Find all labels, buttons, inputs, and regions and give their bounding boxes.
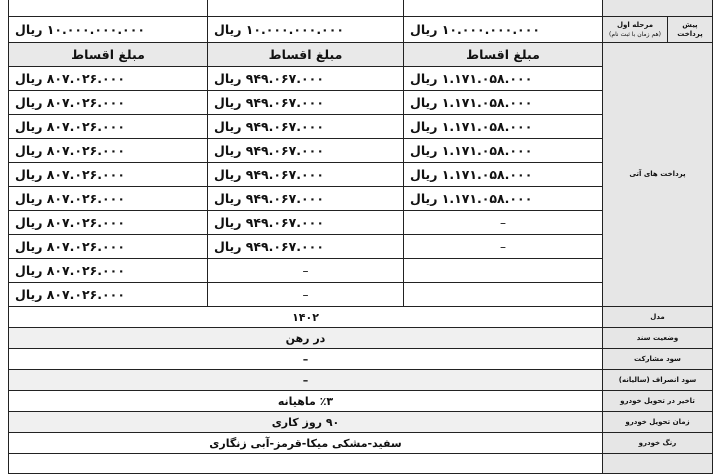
detail-value: ٪۳ ماهیانه	[9, 391, 603, 412]
detail-label: زمان تحویل خودرو	[603, 412, 713, 433]
detail-row-color	[9, 433, 713, 454]
installment-cell: ۹۴۹.۰۶۷.۰۰۰ ریال	[208, 187, 404, 211]
prior-cell	[208, 0, 404, 17]
detail-label: مدل	[603, 307, 713, 328]
next-cell	[9, 454, 603, 474]
detail-value: ۱۴۰۲	[9, 307, 603, 328]
installment-cell: ۱.۱۷۱.۰۵۸.۰۰۰ ریال	[404, 67, 603, 91]
detail-row-delay	[9, 391, 713, 412]
installment-cell-blank	[404, 283, 603, 307]
installment-cell: ۸۰۷.۰۲۶.۰۰۰ ریال	[9, 115, 208, 139]
installment-cell: ۸۰۷.۰۲۶.۰۰۰ ریال	[9, 139, 208, 163]
installment-cell-empty: –	[404, 211, 603, 235]
detail-value: –	[9, 349, 603, 370]
prepayment-group-label: پیش پرداخت	[668, 17, 713, 43]
detail-row-partnership	[9, 349, 713, 370]
installment-cell: ۹۴۹.۰۶۷.۰۰۰ ریال	[208, 91, 404, 115]
installment-cell-empty: –	[208, 259, 404, 283]
table-row	[9, 0, 713, 17]
detail-label: رنگ خودرو	[603, 433, 713, 454]
prior-cell	[9, 0, 208, 17]
installment-header: مبلغ اقساط	[9, 43, 208, 67]
installment-cell: ۹۴۹.۰۶۷.۰۰۰ ریال	[208, 115, 404, 139]
installment-cell-blank	[404, 259, 603, 283]
prepayment-amount: ۱۰.۰۰۰.۰۰۰.۰۰۰ ریال	[208, 17, 404, 43]
installment-cell: ۹۴۹.۰۶۷.۰۰۰ ریال	[208, 139, 404, 163]
installment-cell: ۹۴۹.۰۶۷.۰۰۰ ریال	[208, 211, 404, 235]
installment-cell: ۸۰۷.۰۲۶.۰۰۰ ریال	[9, 187, 208, 211]
installment-cell: ۸۰۷.۰۲۶.۰۰۰ ریال	[9, 235, 208, 259]
prior-cell	[404, 0, 603, 17]
sale-conditions-table	[8, 0, 713, 474]
future-payments-label: پرداخت های آتی	[603, 43, 713, 307]
prepayment-stage-label	[603, 17, 668, 43]
installment-cell: ۹۴۹.۰۶۷.۰۰۰ ریال	[208, 235, 404, 259]
prepayment-row	[9, 17, 713, 43]
detail-row-document	[9, 328, 713, 349]
prior-label-cell	[603, 0, 713, 17]
stage-subtitle: (هم زمان با ثبت نام)	[609, 30, 661, 38]
stage-title: مرحله اول	[616, 20, 654, 29]
installment-header: مبلغ اقساط	[208, 43, 404, 67]
detail-value: ۹۰ روز کاری	[9, 412, 603, 433]
detail-value: در رهن	[9, 328, 603, 349]
detail-label: تاخیر در تحویل خودرو	[603, 391, 713, 412]
installment-cell-empty: –	[208, 283, 404, 307]
next-label-cell	[603, 454, 713, 474]
detail-row-model	[9, 307, 713, 328]
detail-label: سود انصراف (سالیانه)	[603, 370, 713, 391]
installment-cell-empty: –	[404, 235, 603, 259]
installment-header: مبلغ اقساط	[404, 43, 603, 67]
prepayment-amount: ۱۰.۰۰۰.۰۰۰.۰۰۰ ریال	[404, 17, 603, 43]
detail-row-delivery	[9, 412, 713, 433]
installment-cell: ۸۰۷.۰۲۶.۰۰۰ ریال	[9, 283, 208, 307]
installment-cell: ۹۴۹.۰۶۷.۰۰۰ ریال	[208, 163, 404, 187]
installment-cell: ۱.۱۷۱.۰۵۸.۰۰۰ ریال	[404, 163, 603, 187]
installment-header-row	[9, 43, 713, 67]
installment-cell: ۸۰۷.۰۲۶.۰۰۰ ریال	[9, 67, 208, 91]
installment-cell: ۱.۱۷۱.۰۵۸.۰۰۰ ریال	[404, 115, 603, 139]
prepayment-amount: ۱۰.۰۰۰.۰۰۰.۰۰۰ ریال	[9, 17, 208, 43]
installment-cell: ۱.۱۷۱.۰۵۸.۰۰۰ ریال	[404, 91, 603, 115]
installment-cell: ۱.۱۷۱.۰۵۸.۰۰۰ ریال	[404, 187, 603, 211]
detail-label: وضعیت سند	[603, 328, 713, 349]
detail-value: سفید-مشکی میکا-قرمز-آبی زنگاری	[9, 433, 603, 454]
table-row	[9, 454, 713, 474]
installment-cell: ۸۰۷.۰۲۶.۰۰۰ ریال	[9, 91, 208, 115]
installment-cell: ۸۰۷.۰۲۶.۰۰۰ ریال	[9, 163, 208, 187]
installment-cell: ۱.۱۷۱.۰۵۸.۰۰۰ ریال	[404, 139, 603, 163]
installment-cell: ۹۴۹.۰۶۷.۰۰۰ ریال	[208, 67, 404, 91]
installment-cell: ۸۰۷.۰۲۶.۰۰۰ ریال	[9, 211, 208, 235]
detail-row-cancellation	[9, 370, 713, 391]
detail-value: –	[9, 370, 603, 391]
installment-cell: ۸۰۷.۰۲۶.۰۰۰ ریال	[9, 259, 208, 283]
detail-label: سود مشارکت	[603, 349, 713, 370]
